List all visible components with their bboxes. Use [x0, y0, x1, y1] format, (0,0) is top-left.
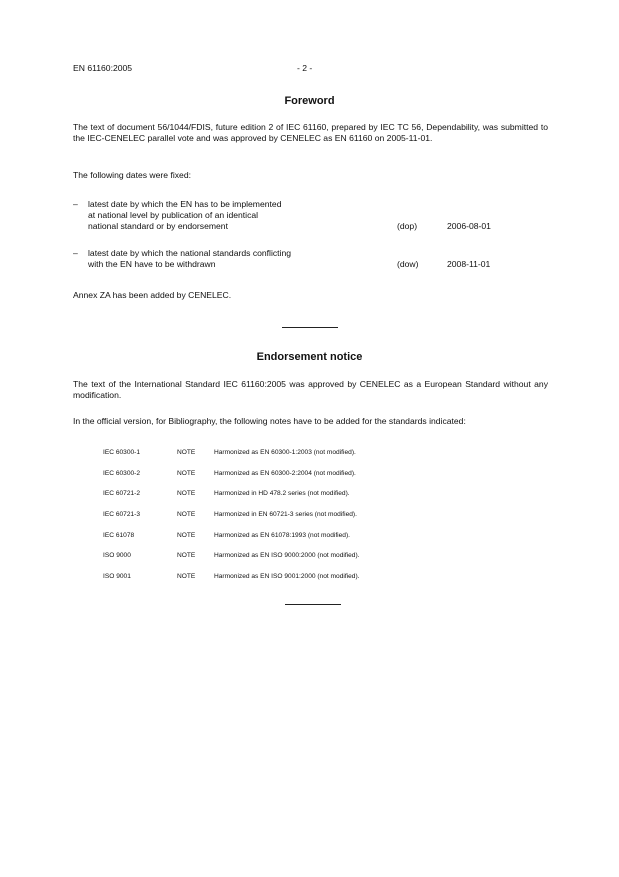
- list-dash: –: [73, 248, 78, 258]
- endorsement-title: Endorsement notice: [256, 351, 363, 363]
- note-label: NOTE: [177, 552, 196, 559]
- bibliography-intro: In the official version, for Bibliography, the following notes have to be added for the standards indicated:: [73, 416, 466, 426]
- date-item-text: latest date by which the EN has to be implemented: [88, 199, 282, 209]
- note-text: Harmonized as EN ISO 9001:2000 (not modified).: [214, 573, 360, 580]
- note-standard: IEC 60721-3: [103, 511, 141, 518]
- note-standard: ISO 9001: [103, 573, 131, 580]
- end-divider: [285, 604, 341, 605]
- date-item-text: with the EN have to be withdrawn: [88, 259, 216, 269]
- section-divider: [282, 327, 338, 328]
- foreword-paragraph: The text of document 56/1044/FDIS, future edition 2 of IEC 61160, prepared by IEC TC 56, Dependability, was submitted to the IEC-CENELEC parallel vote and was approved by CENELEC as EN 61160 on 2005-11-01.: [73, 122, 548, 143]
- note-standard: IEC 60300-2: [103, 470, 141, 477]
- document-id: EN 61160:2005: [73, 63, 133, 73]
- note-text: Harmonized in EN 60721-3 series (not modified).: [214, 511, 357, 518]
- note-label: NOTE: [177, 511, 196, 518]
- date-item-text: latest date by which the national standards conflicting: [88, 248, 292, 258]
- date-code: (dop): [397, 221, 418, 231]
- date-item-text: national standard or by endorsement: [88, 221, 228, 231]
- note-standard: IEC 60721-2: [103, 490, 141, 497]
- note-text: Harmonized as EN 60300-1:2003 (not modified).: [214, 449, 356, 456]
- foreword-title: Foreword: [284, 95, 335, 107]
- date-code: (dow): [397, 259, 419, 269]
- date-item-text: at national level by publication of an identical: [88, 210, 259, 220]
- note-label: NOTE: [177, 449, 196, 456]
- note-text: Harmonized as EN ISO 9000:2000 (not modified).: [214, 552, 360, 559]
- note-text: Harmonized in HD 478.2 series (not modified).: [214, 490, 350, 497]
- annex-note: Annex ZA has been added by CENELEC.: [73, 290, 232, 300]
- note-text: Harmonized as EN 60300-2:2004 (not modified).: [214, 470, 356, 477]
- note-standard: IEC 61078: [103, 532, 135, 539]
- note-label: NOTE: [177, 532, 196, 539]
- date-value: 2008-11-01: [447, 259, 491, 269]
- note-label: NOTE: [177, 573, 196, 580]
- note-standard: IEC 60300-1: [103, 449, 141, 456]
- note-standard: ISO 9000: [103, 552, 131, 559]
- dates-intro: The following dates were fixed:: [73, 170, 191, 180]
- list-dash: –: [73, 199, 78, 209]
- date-value: 2006-08-01: [447, 221, 491, 231]
- endorsement-paragraph: The text of the International Standard IEC 61160:2005 was approved by CENELEC as a European Standard without any modification.: [73, 379, 548, 400]
- note-label: NOTE: [177, 490, 196, 497]
- note-label: NOTE: [177, 470, 196, 477]
- note-text: Harmonized as EN 61078:1993 (not modified).: [214, 532, 350, 539]
- page-number: - 2 -: [297, 63, 313, 73]
